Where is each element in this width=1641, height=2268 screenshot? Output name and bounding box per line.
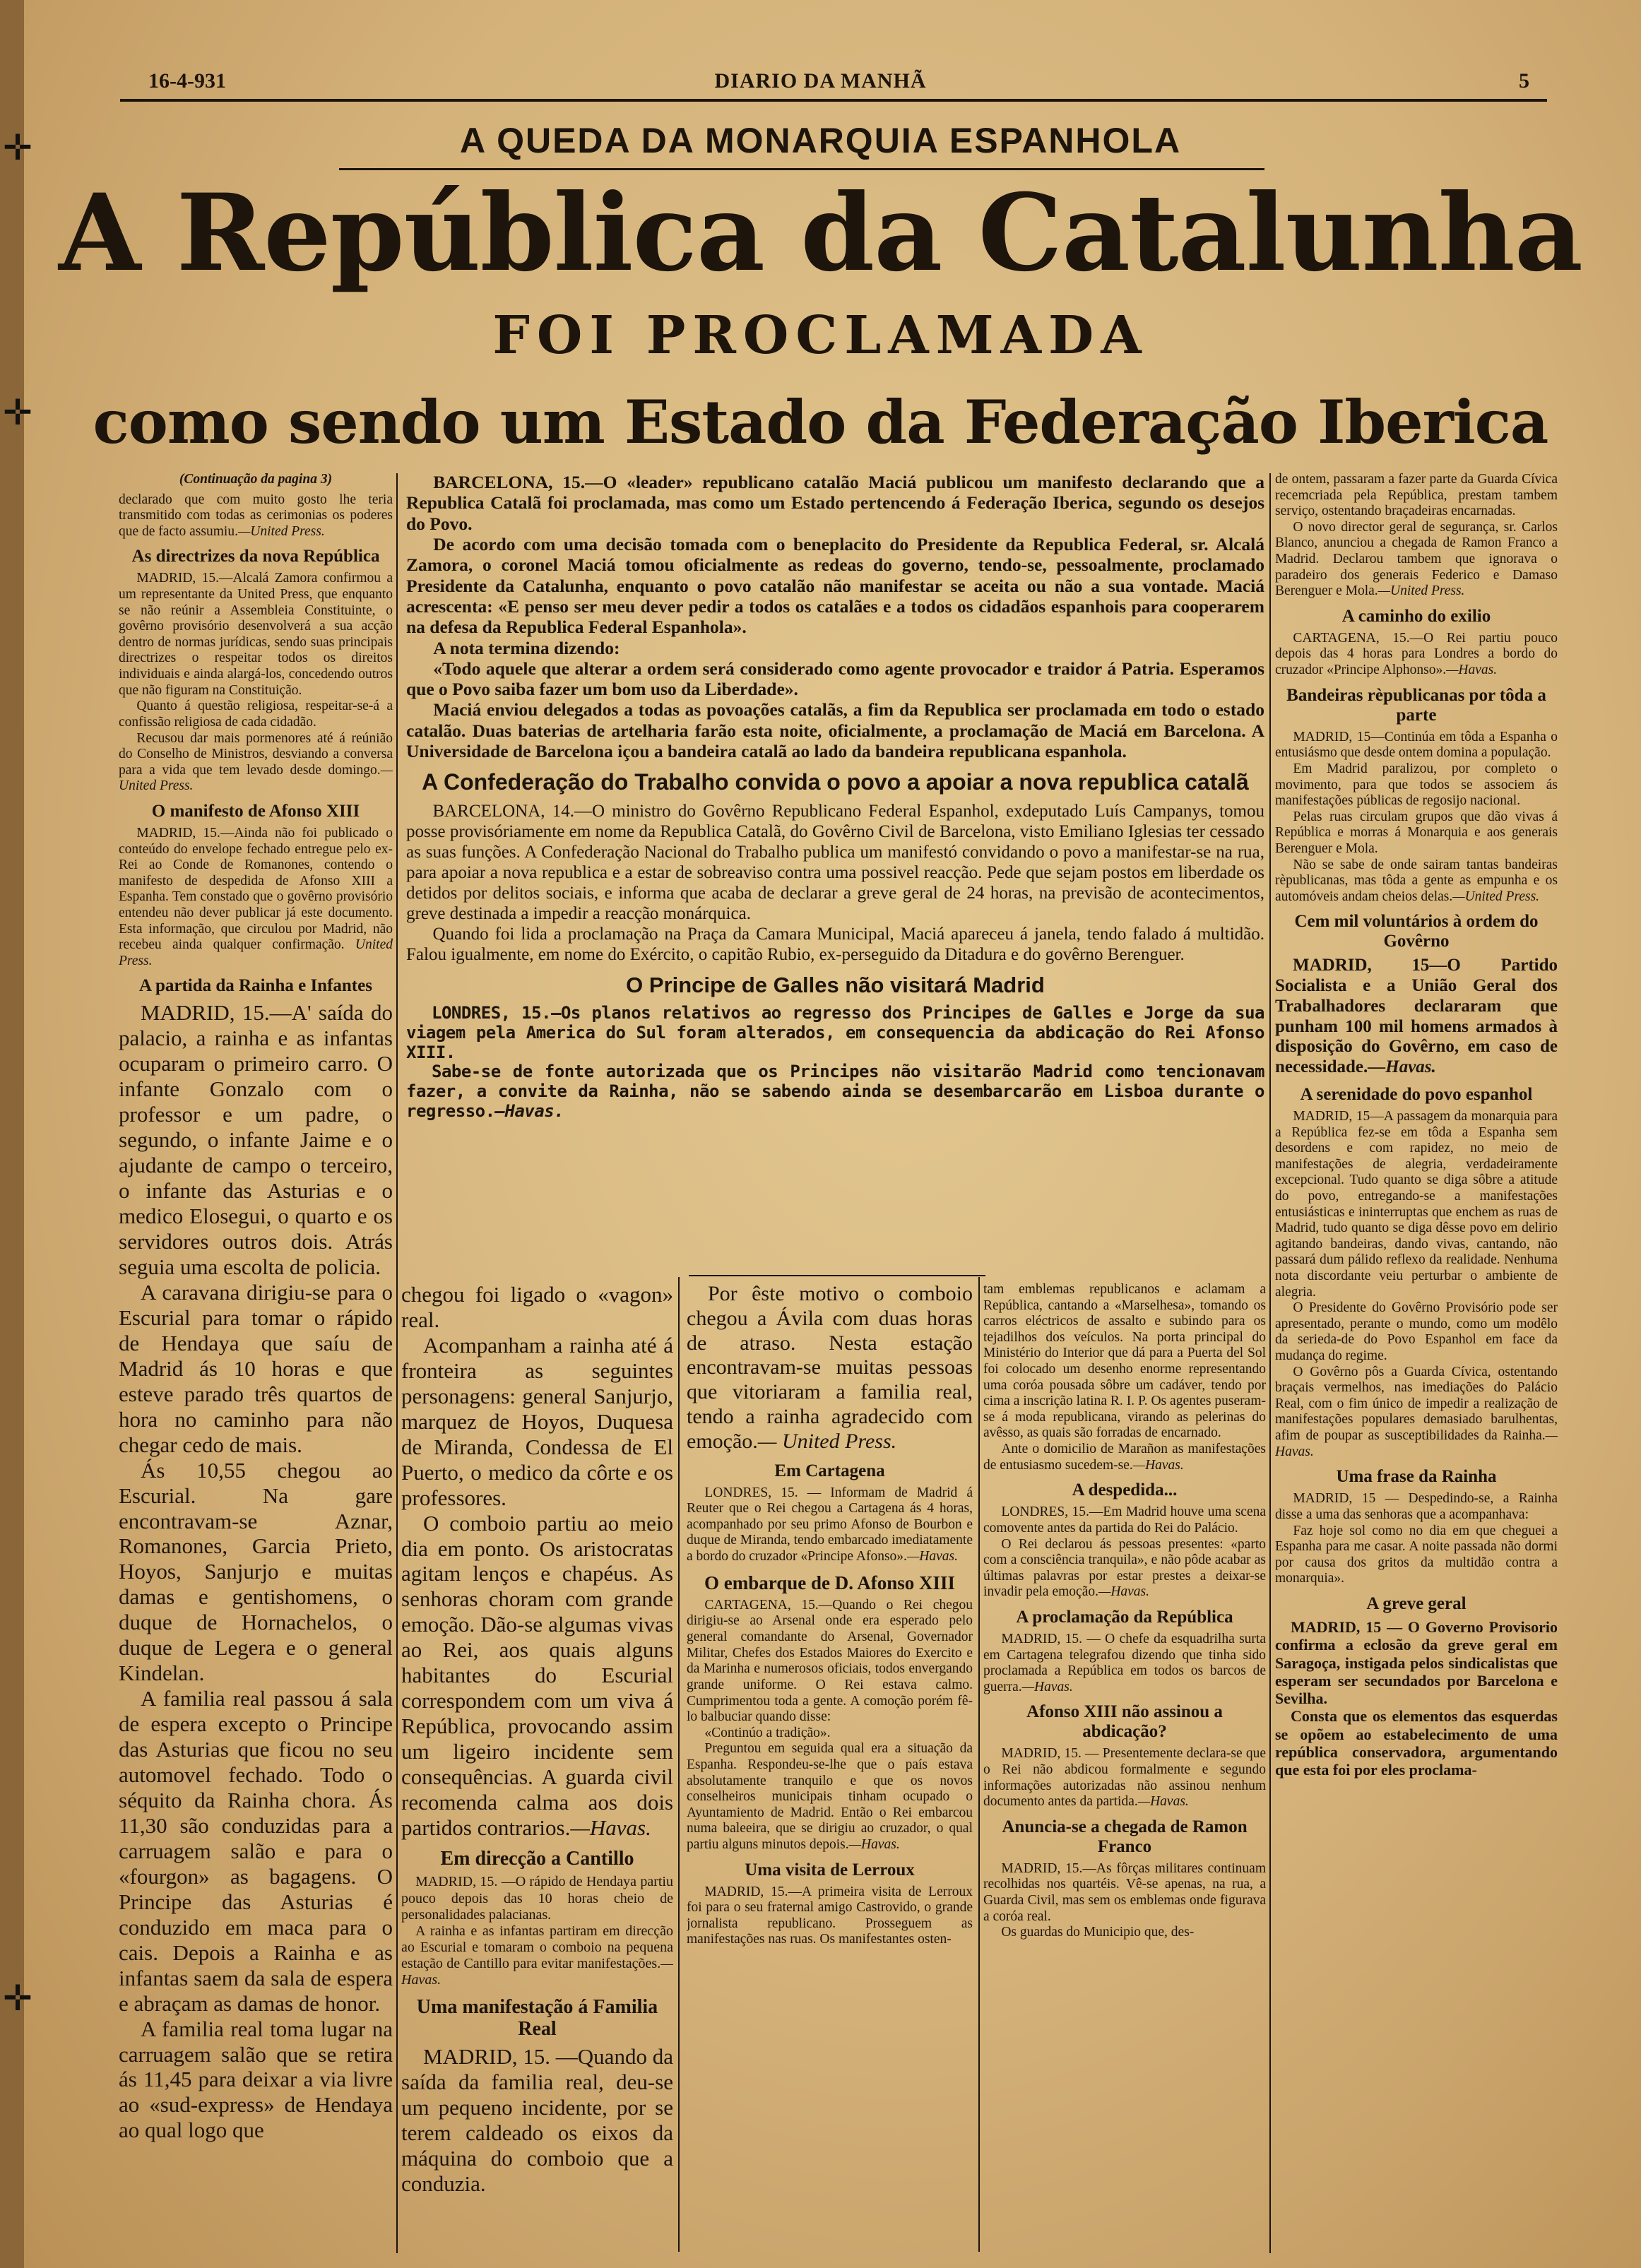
- article-text: Sabe-se de fonte autorizada que os Principes não visitarão Madrid como tencionavam fazer, a convite da Rainha, não se sabendo ainda se desembarcarão em Lisboa durante o regresso.—Havas.: [406, 1062, 1264, 1122]
- article-text: MADRID, 15—O Partido Socialista e a União Geral dos Trabalhadores declararam que punham 100 mil homens armados à disposição do Govêrno, em caso de necessidade.—Havas.: [1275, 956, 1558, 1077]
- article-text: BARCELONA, 15.—O «leader» republicano catalão Maciá publicou um manifesto declarando que a Republica Catalã foi proclamada, mas como um Estado pertencendo á Federação Iberica, segundo os desejos do Povo.: [406, 472, 1264, 534]
- section-heading: Bandeiras rèpublicanas por tôda a parte: [1286, 685, 1546, 725]
- article-text: A rainha e as infantas partiram em direcção ao Escurial e tomaram o comboio na pequena estação de Cantillo para evitar manifestações.—Havas.: [401, 1923, 673, 1988]
- continuation-note: (Continuação da pagina 3): [179, 472, 333, 487]
- article-text: O Rei declarou ás pessoas presentes: «parto com a consciência tranquila», e não pôde acabar as últimas palavras por estar prestes a deixar-se invadir pela emoção.—Havas.: [983, 1536, 1266, 1600]
- article-text: O novo director geral de segurança, sr. Carlos Blanco, anunciou a chegada de Ramon Franco a Madrid. Declarou tambem que ignorava o paradeiro dos generais Federico e Damaso Berenguer e Mola.—United Press.: [1275, 519, 1558, 599]
- article-text: MADRID, 15.—Alcalá Zamora confirmou a um representante da United Press, que enquanto se não reúnir a Assembleia Constituinte, o govêrno provisório desenvolverá a sua acção dentro de normas jurídicas, sendo suas principais directrizes o respeitar todos os direitos individuais e ainda alargá-los, concedendo outros que não figuram na Constituição.: [119, 571, 393, 698]
- article-text: Não se sabe de onde sairam tantas bandeiras rèpublicanas, mas tôda a gente as empunha e os automóveis andam cheios delas.—United Press.: [1275, 857, 1558, 904]
- article-text: De acordo com uma decisão tomada com o beneplacito do Presidente da Republica Federal, sr. Alcalá Zamora, o coronel Maciá tomou oficialmente as redeas do governo, tendo-se, pessoalmente, proclamado Presidente da Catalunha, enquanto o povo catalão não manifestar se aceita ou não a sua vontade. Maciá acrescenta: «E penso ser meu dever pedir a todos os catalães e a todos os cidadãos espanhois para cooperarem na defesa da Republica Federal Espanhola».: [406, 533, 1264, 638]
- article-text: Recusou dar mais pormenores até á reúnião do Conselho de Ministros, desviando a conversa para a vida que tem levado desde domingo.—United Press.: [119, 730, 393, 794]
- section-heading: As directrizes da nova República: [131, 547, 380, 566]
- lead-story: [406, 472, 1264, 1270]
- column-3: [687, 1282, 973, 2253]
- section-heading: Cem mil voluntários à ordem do Govêrno: [1294, 912, 1539, 951]
- article-text: Acompanham a rainha até á fronteira as seguintes personagens: general Sanjurjo, marquez de Hoyos, Duquesa de Miranda, Condessa de El Puerto, o medico da côrte e os professores.: [401, 1332, 673, 1510]
- section-heading: O Principe de Galles não visitará Madrid: [626, 973, 1045, 998]
- article-text: LONDRES, 15. — Informam de Madrid á Reuter que o Rei chegou a Cartagena ás 4 horas, acompanhado por seu primo Afonso de Bourbon e duque de Miranda, tendo embarcado imediatamente a bordo do cruzador «Principe Afonso».—Havas.: [687, 1485, 973, 1565]
- article-text: Faz hoje sol como no dia em que cheguei a Espanha para me casar. A noite passada não dormi por causa dos gritos da multidão contra a monarquia».: [1275, 1523, 1558, 1586]
- article-text: Quando foi lida a proclamação na Praça da Camara Municipal, Maciá apareceu á janela, tendo falado á multidão. Falou igualmente, em nome do Exército, o capitão Rubio, ex-perseguido da Ditadura e do govêrno Berenguer.: [406, 925, 1264, 965]
- section-heading: Em direcção a Cantillo: [440, 1847, 634, 1870]
- article-text: MADRID, 15. — O chefe da esquadrilha surta em Cartagena telegrafou dizendo que tinha sido proclamada a República em todos os barcos de guerra.—Havas.: [983, 1631, 1266, 1694]
- article-text: Consta que os elementos das esquerdas se opõem ao estabelecimento de uma república conservadora, argumentando que esta foi por eles proclama-: [1275, 1707, 1558, 1779]
- article-text: chegou foi ligado o «vagon» real.: [401, 1282, 673, 1332]
- article-text: O Govêrno pôs a Guarda Cívica, ostentando braçais vermelhos, nas imediações do Palácio Real, com o fim único de impedir a realização de manifestações populares demasiado barulhentas, afim de poupar as susceptibilidades da Rainha.—Havas.: [1275, 1364, 1558, 1459]
- section-heading: A greve geral: [1366, 1593, 1467, 1613]
- article-text: tam emblemas republicanos e aclamam a República, cantando a «Marselhesa», tomando os carros eléctricos de assalto e subindo para os tejadilhos dos veículos. Na porta principal do Ministério do Interior que dá para a Puerta del Sol foi colocado um desenho enorme representando uma coróa pousada sôbre um cadáver, tendo por cima a inscrição latina R. I. P. Os agentes puseram-se á moda republicana, virando as pelerinas do avêsso, as quais são forradas de encarnado.: [983, 1282, 1266, 1441]
- article-text: MADRID, 15.—Ainda não foi publicado o conteúdo do envelope fechado entregue pelo ex-Rei ao Conde de Romanones, contendo o manifesto de despedida de Afonso XIII a Espanha. Tem constado que o govêrno provisório entendeu não dever publicar já este documento. Esta informação, que circulou por Madrid, não recebeu ainda qualquer confirmação. United Press.: [119, 825, 393, 968]
- section-heading: A despedida...: [1072, 1480, 1178, 1500]
- registration-mark: ✛: [3, 392, 32, 433]
- section-heading: O manifesto de Afonso XIII: [151, 801, 360, 821]
- article-text: MADRID, 15. —O rápido de Hendaya partiu pouco depois das 10 horas cheio de personalidades palacianas.: [401, 1874, 673, 1923]
- kicker-rule: [339, 168, 1264, 170]
- sub-headline: FOI PROCLAMADA: [492, 305, 1149, 366]
- section-heading: Uma manifestação á Familia Real: [416, 1995, 658, 2040]
- section-heading: Afonso XIII não assinou a abdicação?: [1026, 1702, 1223, 1742]
- kicker-headline: A QUEDA DA MONARQUIA ESPANHOLA: [459, 121, 1182, 160]
- large-type-story: MADRID, 15.—A' saída do palacio, a rainha e as infantas ocuparam o primeiro carro. O infante Gonzalo com o professor e um padre, o segundo, o infante Jaime e o ajudante de campo o terceiro, o infante das Asturias e o medico Elosegui, o quarto e os servidores outros dois. Atrás seguia uma escolta de policia. A caravana dirigiu-se para o Escurial para tomar o rápido de Hendaya que saíu de Madrid ás 10 horas e que esteve parado três quartos de hora no caminho para não chegar cedo de mais. Ás 10,55 chegou ao Escurial. Na gare encontravam-se Aznar, Romanones, Garcia Prieto, Hoyos, Sanjurjo e muitas damas e gentishomens, o duque de Hornachelos, o duque de Legera e o general Kindelan. A familia real passou á sala de espera excepto o Principe das Asturias que ficou no seu automovel fechado. Todo o séquito da Rainha chora. Ás 11,30 são conduzidas para a carruagem salão e para o «fourgon» as bagagens. O Principe das Asturias é conduzido em maca para o cais. Depois a Rainha e as infantas saem da sala de espera e abraçam as damas de honor. A familia real toma lugar na carruagem salão que se retira ás 11,45 para deixar a via livre ao «sud-express» de Hendaya ao qual logo que: [119, 1000, 393, 2143]
- article-text: MADRID, 15. — Presentemente declara-se que o Rei não abdicou formalmente e segundo informações autorizadas não assinou nenhum documento antes da partida.—Havas.: [983, 1746, 1266, 1810]
- issue-date: 16-4-931: [148, 69, 226, 93]
- article-text: MADRID, 15 — Despedindo-se, a Rainha disse a uma das senhoras que a acompanhava:: [1275, 1491, 1558, 1522]
- section-heading: A proclamação da República: [1016, 1607, 1233, 1627]
- section-heading: Uma frase da Rainha: [1336, 1467, 1497, 1487]
- article-text: Pelas ruas circulam grupos que dão vivas á República e morras á Monarquia e aos generais Berenguer e Mola.: [1275, 809, 1558, 856]
- article-text: MADRID, 15—Continúa em tôda a Espanha o entusiásmo que desde ontem domina a população.: [1275, 729, 1558, 761]
- article-text: MADRID, 15 — O Governo Provisorio confirma a eclosão da greve geral em Saragoça, instigada pelos sindicalistas que esperam ser secundados por Barcelona e Sevilha.: [1275, 1617, 1558, 1708]
- page-number: 5: [1519, 69, 1529, 93]
- article-text: CARTAGENA, 15.—O Rei partiu pouco depois das 4 horas para Londres a bordo do cruzador «Principe Alphonso».—Havas.: [1275, 630, 1558, 678]
- section-heading: O embarque de D. Afonso XIII: [704, 1572, 956, 1593]
- section-heading: A serenidade do povo espanhol: [1300, 1084, 1533, 1104]
- column-rule: [396, 473, 398, 2253]
- section-heading: Uma visita de Lerroux: [745, 1860, 915, 1880]
- article-text: Quanto á questão religiosa, respeitar-se-á a confissão religiosa de cada cidadão.: [119, 699, 393, 730]
- column-rule: [678, 1277, 680, 2252]
- section-heading: A caminho do exilio: [1341, 606, 1491, 626]
- article-text: Em Madrid paralizou, por completo o movimento, para que todos se associem ás manifestações públicas de regosijo nacional.: [1275, 761, 1558, 809]
- article-text: A nota termina dizendo:: [433, 637, 620, 658]
- article-text: declarado que com muito gosto lhe teria transmitido com todas as cerimonias os poderes que de facto assumiu.—United Press.: [119, 492, 393, 539]
- article-text: Por êste motivo o comboio chegou a Ávila com duas horas de atraso. Nesta estação encontravam-se muitas pessoas que vitoriaram a familia real, tendo a rainha agradecido com emoção.— United Press.: [687, 1282, 973, 1453]
- section-heading: A partida da Rainha e Infantes: [139, 976, 372, 996]
- article-text: Os guardas do Municipio que, des-: [1001, 1925, 1195, 1940]
- section-heading: Anuncia-se a chegada de Ramon Franco: [1002, 1817, 1248, 1856]
- article-text: «Continúo a tradição».: [704, 1725, 831, 1740]
- article-text: Preguntou em seguida qual era a situação da Espanha. Respondeu-se-lhe que o país estava absolutamente tranquilo e que os novos conselheiros municipais tinham ocupado o Ayuntamiento de Madrid. Então o Rei embarcou numa baleeira, que se dirigiu ao cruzador, o qual partiu alguns minutos depois.—Havas.: [687, 1741, 973, 1852]
- column-2: [401, 1282, 673, 2253]
- newspaper-name: DIARIO DA MANHÃ: [714, 69, 927, 93]
- column-rule: [978, 1277, 980, 2252]
- article-text: MADRID, 15. —Quando da saída da familia real, deu-se um pequeno incidente, por se terem caldeado os eixos da máquina do comboio que a conduzia.: [401, 2044, 673, 2197]
- section-heading: Em Cartagena: [774, 1461, 885, 1480]
- article-text: CARTAGENA, 15.—Quando o Rei chegou dirigiu-se ao Arsenal onde era esperado pelo general comandante do Arsenal, Governador Militar, Chefes dos Estados Maiores do Exercito e da Marinha e numerosos oficiais, todos envergando grande uniforme. O Rei estava calmo. Cumprimentou toda a gente. A comoção porém fê-lo balbuciar quando disse:: [687, 1597, 973, 1725]
- section-rule: [689, 1275, 985, 1276]
- article-text: Maciá enviou delegados a todas as povoações catalãs, a fim da Republica ser proclamada em todo o estado catalão. Duas baterias de artelharia farão esta noite, oficialmente, a proclamação de Maciá em Barcelona. A Universidade de Barcelona içou a bandeira catalã ao lado da bandeira republicana espanhola.: [406, 699, 1264, 762]
- article-text: MADRID, 15.—A primeira visita de Lerroux foi para o seu fraternal amigo Castrovido, o grande jornalista republicano. Prosseguem as manifestações nas ruas. Os manifestantes osten-: [687, 1884, 973, 1947]
- section-heading: A Confederação do Trabalho convida o povo a apoiar a nova republica catalã: [422, 769, 1249, 795]
- column-1: [119, 472, 393, 2259]
- article-text: LONDRES, 15.—Os planos relativos ao regresso dos Principes de Galles e Jorge da sua viagem pela America do Sul foram alterados, em consequencia da abdicação do Rei Afonso XIII.: [406, 1002, 1264, 1062]
- column-4: [983, 1282, 1266, 2253]
- article-text: MADRID, 15—A passagem da monarquia para a República fez-se em tôda a Espanha sem desordens e com rapidez, no meio de manifestações de alegria, verdadeiramente excepcional. Tudo quanto se diga sôbre a atitude do povo, entregando-se a manifestações entusiásticas e ininterruptas que enchem as ruas de Madrid, tudo quanto se diga dêsse povo em delirio agitando bandeiras, dando vivas, cantando, não passará dum pálido reflexo da realidade. Nenhuma nota discordante veiu perturbar o ambiente de alegria.: [1275, 1108, 1558, 1300]
- article-text: «Todo aquele que alterar a ordem será considerado como agente provocador e traidor á Patria. Esperamos que o Povo saiba fazer um bom uso da Liberdade».: [406, 658, 1264, 700]
- column-rule: [1269, 473, 1271, 2253]
- article-text: de ontem, passaram a fazer parte da Guarda Cívica recemcriada pela República, prestam tambem serviço, ostentando braçadeiras encarnadas.: [1275, 472, 1558, 519]
- registration-mark: ✛: [3, 127, 32, 168]
- article-text: LONDRES, 15.—Em Madrid houve uma scena comovente antes da partida do Rei do Palácio.: [983, 1504, 1266, 1536]
- article-text: MADRID, 15.—As fôrças militares continuam recolhidas nos quartéis. Vê-se apenas, na rua, a Guarda Civil, mas sem os emblemas onde figurava a coróa real.: [983, 1860, 1266, 1924]
- column-5: [1275, 472, 1558, 2259]
- main-headline: A República da Catalunha: [59, 171, 1582, 295]
- article-text: BARCELONA, 14.—O ministro do Govêrno Republicano Federal Espanhol, exdeputado Luís Campanys, tomou posse provisóriamente em nome da Republica Catalã, do Govêrno Civil de Barcelona, visto Emiliano Iglesias ter cessado as suas funções. A Confederação Nacional do Trabalho publica um manifestó convidando o povo a manifestar-se na rua, para apoiar a nova republica e a estar de sobreaviso contra uma possivel reacção. Pede que sejam postos em liberdade os detidos por delitos sociais, e informa que acaba de declarar a greve geral de 24 horas, na previsão de acontecimentos, greve destinada a impedir a reacção monárquica.: [406, 802, 1264, 924]
- header-rule: [120, 99, 1547, 102]
- registration-mark: ✛: [3, 1978, 32, 2019]
- article-text: Ante o domicilio de Marañon as manifestações de entusiasmo sucedem-se.—Havas.: [983, 1442, 1266, 1473]
- article-text: O Presidente do Govêrno Provisório pode ser apresentado, perante o mundo, como um modêlo da serieda-de do Povo Espanhol em face da mudança do regime.: [1275, 1300, 1558, 1364]
- article-text: O comboio partiu ao meio dia em ponto. Os aristocratas agitam lenços e chapéus. As senhoras choram com grande emoção. Dão-se algumas vivas ao Rei, aos quais alguns habitantes do Escurial correspondem com um viva á República, provocando assim um ligeiro incidente sem consequências. A guarda civil recomenda calma aos dois partidos contrarios.—Havas.: [401, 1510, 673, 1841]
- deck-headline: como sendo um Estado da Federação Iberica: [93, 387, 1548, 457]
